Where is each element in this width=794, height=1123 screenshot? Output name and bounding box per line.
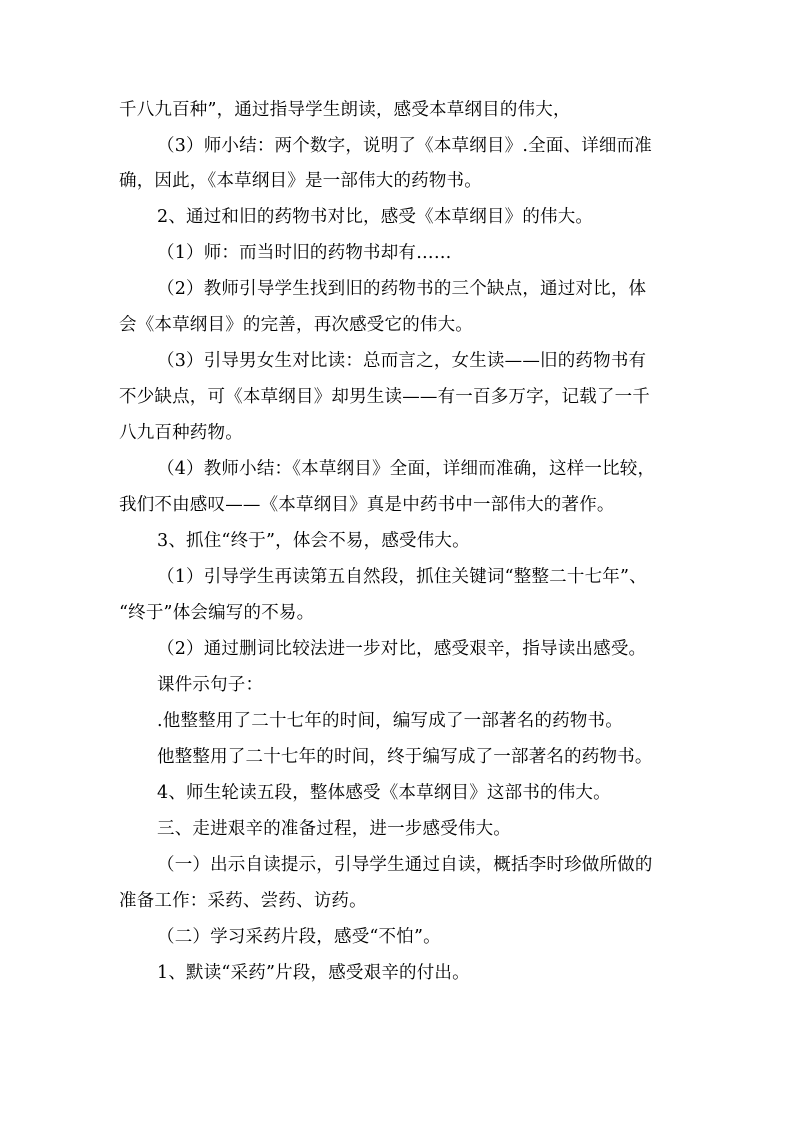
text-line: 三、走进艰辛的准备过程，进一步感受伟大。 [157, 819, 511, 839]
text-line: 我们不由感叹——《本草纲目》真是中药书中一部伟大的著作。 [119, 495, 615, 515]
text-line: （3）引导男女生对比读：总而言之，女生读——旧的药物书有 [157, 351, 647, 371]
text-line: （1）师：而当时旧的药物书却有…… [157, 243, 452, 263]
text-line: （1）引导学生再读第五自然段，抓住关键词“整整二十七年”、 [157, 567, 647, 587]
text-line: （2）通过删词比较法进一步对比，感受艰辛，指导读出感受。 [157, 639, 647, 659]
text-line: 2、通过和旧的药物书对比，感受《本草纲目》的伟大。 [157, 207, 594, 227]
text-line: （4）教师小结：《本草纲目》全面，详细而准确，这样一比较， [157, 459, 656, 479]
text-line: （2）教师引导学生找到旧的药物书的三个缺点，通过对比，体 [157, 279, 647, 299]
text-line: 他整整用了二十七年的时间，终于编写成了一部著名的药物书。 [157, 747, 653, 767]
text-line: .他整整用了二十七年的时间，编写成了一部著名的药物书。 [157, 711, 623, 731]
text-line: 4、师生轮读五段，整体感受《本草纲目》这部书的伟大。 [157, 783, 611, 803]
text-line: 八九百种药物。 [119, 423, 243, 443]
text-line: 千八九百种”，通过指导学生朗读，感受本草纲目的伟大， [119, 100, 571, 120]
text-line: 1、默读“采药”片段，感受艰辛的付出。 [157, 963, 470, 983]
text-line: 确，因此，《本草纲目》是一部伟大的药物书。 [119, 171, 482, 191]
text-line: 会《本草纲目》的完善，再次感受它的伟大。 [119, 315, 473, 335]
text-line: “终于”体会编写的不易。 [119, 603, 315, 623]
text-line: 准备工作：采药、尝药、访药。 [119, 891, 367, 911]
text-line: 课件示句子： [157, 675, 264, 695]
text-line: （一）出示自读提示，引导学生通过自读，概括李时珍做所做的 [157, 855, 653, 875]
text-line: 不少缺点，可《本草纲目》却男生读——有一百多万字，记载了一千 [119, 387, 650, 407]
text-line: （3）师小结：两个数字，说明了《本草纲目》.全面、详细而准 [157, 136, 652, 156]
text-line: 3、抓住“终于”，体会不易，感受伟大。 [157, 531, 470, 551]
text-line: （二）学习采药片段，感受“不怕”。 [157, 927, 441, 947]
